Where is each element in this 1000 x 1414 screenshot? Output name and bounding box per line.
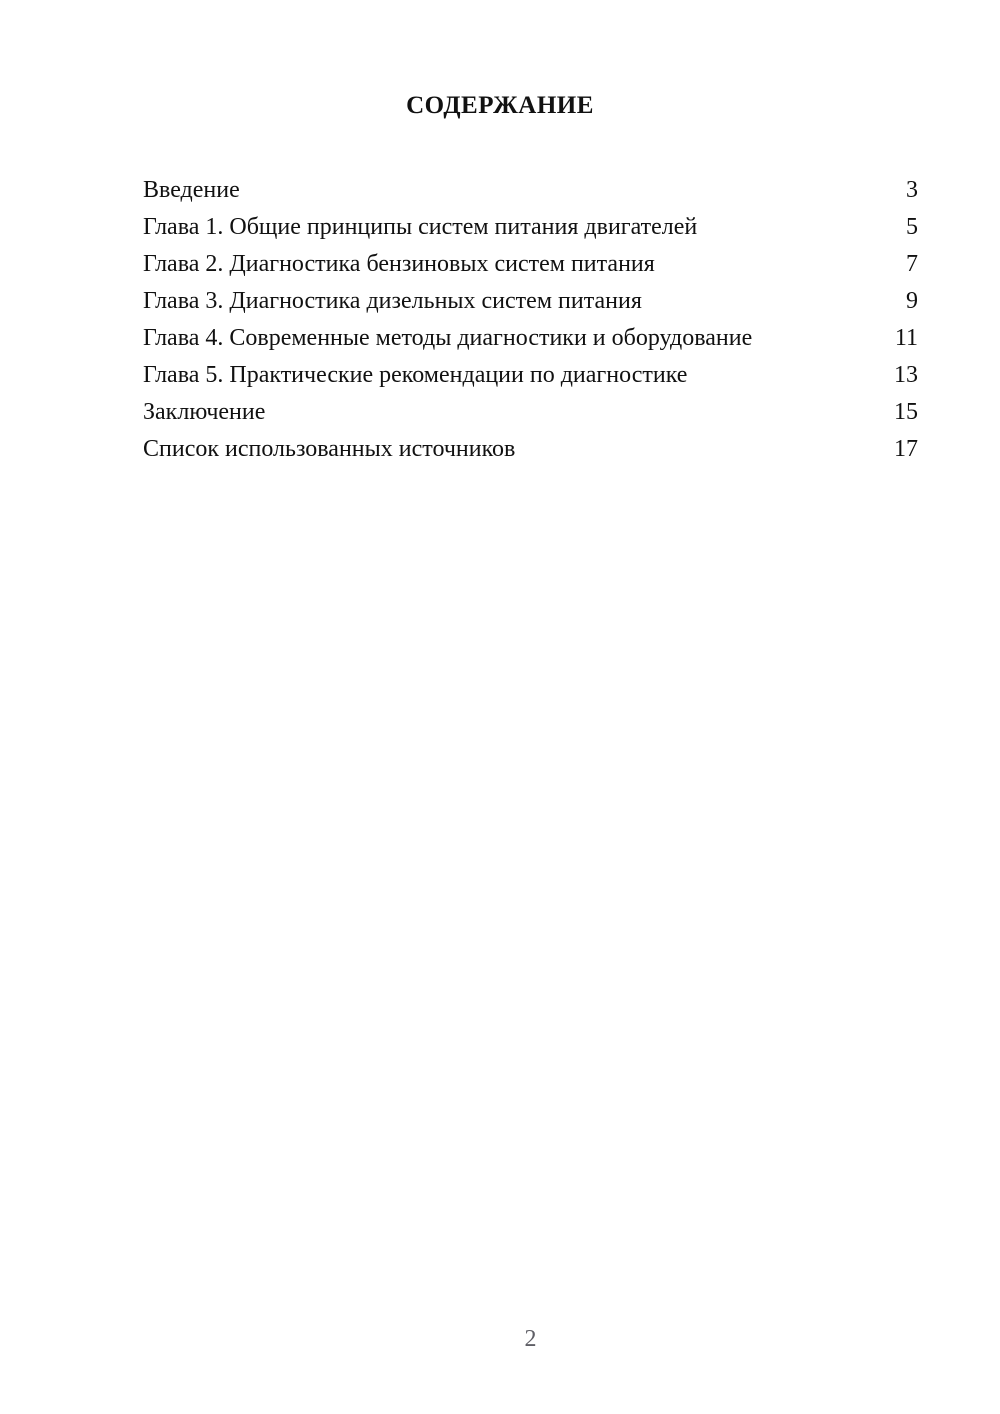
toc-entry-page-number: 5 xyxy=(906,214,918,240)
toc-entry-row xyxy=(143,394,918,431)
toc-entry-row xyxy=(143,431,918,468)
toc-entry-page-number: 13 xyxy=(894,362,918,388)
toc-entry-row xyxy=(143,246,918,283)
table-of-contents xyxy=(0,172,1000,468)
toc-entry-row xyxy=(143,172,918,209)
toc-entry-page-number: 3 xyxy=(906,177,918,203)
toc-entry-row xyxy=(143,320,918,357)
toc-entry-label: Глава 2. Диагностика бензиновых систем питания xyxy=(143,251,655,277)
toc-entry-label: Глава 3. Диагностика дизельных систем питания xyxy=(143,288,642,314)
toc-entry-row xyxy=(143,283,918,320)
toc-entry-page-number: 7 xyxy=(906,251,918,277)
toc-entry-row xyxy=(143,357,918,394)
toc-entry-page-number: 15 xyxy=(894,399,918,425)
toc-entry-label: Заключение xyxy=(143,399,266,425)
toc-entry-page-number: 17 xyxy=(894,436,918,462)
toc-entry-label: Глава 1. Общие принципы систем питания двигателей xyxy=(143,214,698,240)
toc-entry-label: Глава 4. Современные методы диагностики и оборудование xyxy=(143,325,753,351)
toc-entry-row xyxy=(143,209,918,246)
footer-page-number: 2 xyxy=(524,1326,537,1352)
toc-entry-label: Введение xyxy=(143,177,240,203)
toc-entry-page-number: 9 xyxy=(906,288,918,314)
toc-entry-page-number: 11 xyxy=(894,325,918,351)
toc-entry-label: Глава 5. Практические рекомендации по диагностике xyxy=(143,362,688,388)
page-title: СОДЕРЖАНИЕ xyxy=(406,92,594,119)
toc-entry-label: Список использованных источников xyxy=(143,436,516,462)
